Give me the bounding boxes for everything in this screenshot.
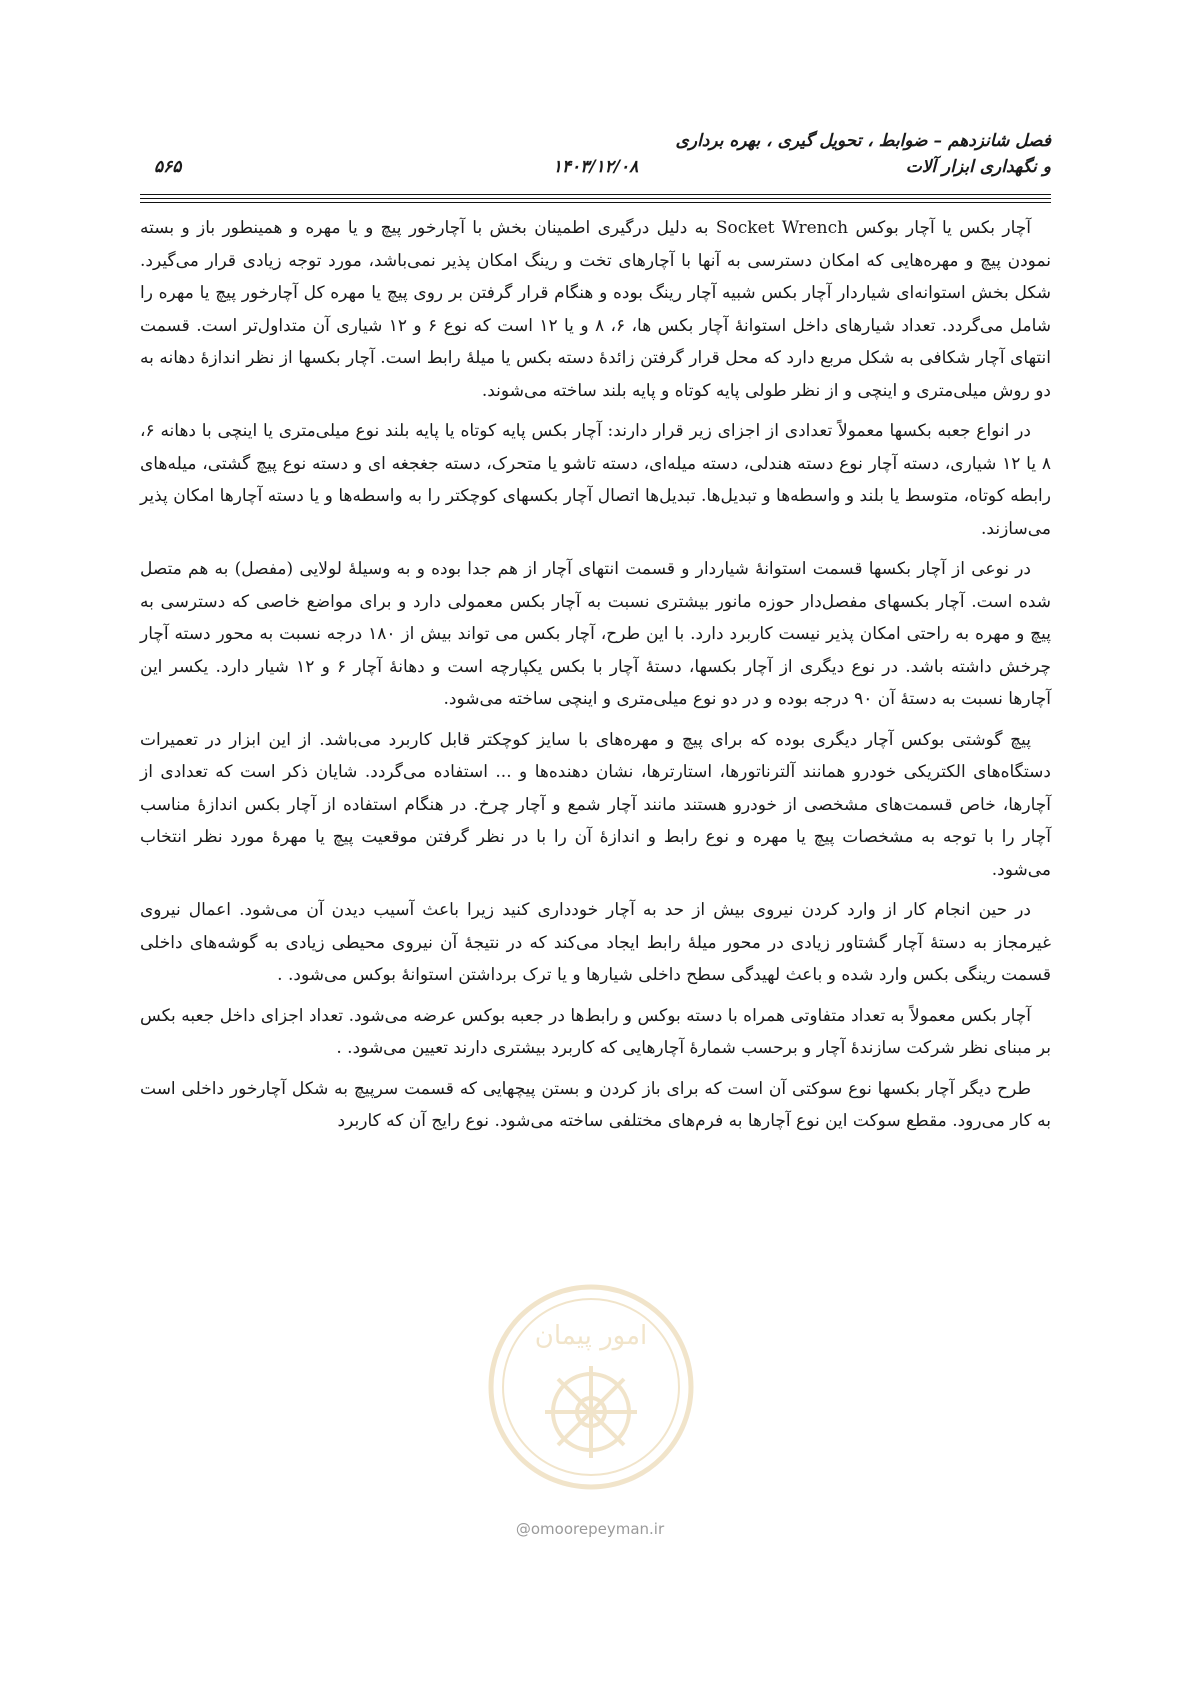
paragraph-1: آچار بکس یا آچار بوکس Socket Wrench به دلیل درگیری اطمینان بخش با آچارخور پیچ و یا مهره و همینطور باز و بسته نمودن پیچ و مهره‌هایی که امکان دسترسی به آنها با آچارهای تخت و رینگ امکان پذیر نمی‌باشد، مورد توجه زیادی قرار می‌گیرد. شکل بخش استوانه‌ای شیاردار آچار بکس شبیه آچار رینگ بوده و هنگام قرار گرفتن بر روی پیچ یا مهره کل آچارخور پیچ یا مهره را شامل می‌گردد. تعداد شیارهای داخل استوانهٔ آچار بکس ها، ۶، ۸ و یا ۱۲ است که نوع ۶ و ۱۲ شیاری آن متداول‌تر است. قسمت انتهای آچار شکافی به شکل مربع دارد که محل قرار گرفتن زائدهٔ دسته بکس یا میلهٔ رابط است. آچار بکسها از نظر اندازهٔ دهانه به دو روش میلی‌متری و اینچی و از نظر طولی پایه کوتاه و پایه بلند ساخته می‌شوند. [140, 218, 1052, 401]
paragraph-6: آچار بکس معمولاً به تعداد متفاوتی همراه با دسته بوکس و رابط‌ها در جعبه بوکس عرضه می‌شود. تعداد اجزای داخل جعبه بکس بر مبنای نظر شرکت سازندهٔ آچار و برحسب شمارهٔ آچارهایی که کاربرد بیشتری دارند تعیین می‌شود. . [140, 1005, 1051, 1058]
body-text [140, 212, 1051, 1146]
header-rule-2 [140, 198, 1051, 199]
watermark-url: @omoorepeyman.ir [515, 1520, 665, 1538]
paragraph-7: طرح دیگر آچار بکسها نوع سوکتی آن است که برای باز کردن و بستن پیچهایی که قسمت سرپیچ به شکل آچارخور داخلی است به کار می‌رود. مقطع سوکت این نوع آچارها به فرم‌های مختلفی ساخته می‌شود. نوع رایج آن که کاربرد [140, 1078, 1051, 1131]
chapter-title-line1: فصل شانزدهم – ضوابط ، تحویل گیری ، بهره برداری [675, 131, 1051, 151]
page-number: ۵۶۵ [154, 157, 182, 177]
paragraph-5: در حین انجام کار از وارد کردن نیروی بیش از حد به آچار خودداری کنید زیرا باعث آسیب دیدن آن می‌شود. اعمال نیروی غیرمجاز به دستهٔ آچار گشتاور زیادی در محور میلهٔ رابط ایجاد می‌کند که در نتیجهٔ آن نیروی محیطی زیادی به گوشه‌های داخلی قسمت رینگی بکس وارد شده و باعث لهیدگی سطح داخلی شیارها و یا ترک برداشتن استوانهٔ بوکس می‌شود. . [140, 900, 1051, 985]
watermark-logo-text: امور پیمان [534, 1321, 648, 1351]
header-date: ۱۴۰۳/۱۲/۰۸ [552, 157, 639, 177]
page-header [140, 128, 1051, 192]
paragraph-4: پیچ گوشتی بوکس آچار دیگری بوده که برای پیچ و مهره‌های با سایز کوچکتر قابل کاربرد می‌باشد. از این ابزار در تعمیرات دستگاه‌های الکتریکی خودرو همانند آلترناتورها، استارترها، نشان دهنده‌ها و ... استفاده می‌گردد. شایان ذکر است که تعدادی از آچارها، خاص قسمت‌های مشخصی از خودرو هستند مانند آچار شمع و آچار چرخ. در هنگام استفاده از آچار بکس اندازهٔ مناسب آچار را با توجه به مشخصات پیچ یا مهره و نوع رابط و اندازهٔ آن را با در نظر گرفتن موقعیت پیچ یا مهرهٔ مورد نظر انتخاب می‌شود. [140, 729, 1051, 880]
paragraph-3: در نوعی از آچار بکسها قسمت استوانهٔ شیاردار و قسمت انتهای آچار از هم جدا بوده و به وسیلهٔ لولایی (مفصل) به هم متصل شده است. آچار بکسهای مفصل‌دار حوزه مانور بیشتری نسبت به آچار بکس معمولی دارد و برای مواضع خاصی که دسترسی به پیچ و مهره به راحتی امکان پذیر نیست کاربرد دارد. با این طرح، آچار بکس می تواند بیش از ۱۸۰ درجه نسبت به محور دسته آچار چرخش داشته باشد. در نوع دیگری از آچار بکسها، دستهٔ آچار با بکس یکپارچه است و دهانهٔ آچار ۶ و ۱۲ شیار دارد. یکسر این آچارها نسبت به دستهٔ آن ۹۰ درجه بوده و در دو نوع میلی‌متری و اینچی ساخته می‌شود. [140, 559, 1052, 709]
header-rule-1 [140, 194, 1051, 195]
paragraph-2: در انواع جعبه بکسها معمولاً تعدادی از اجزای زیر قرار دارند: آچار بکس پایه کوتاه یا پایه بلند نوع میلی‌متری یا اینچی با دهانه ۶، ۸ یا ۱۲ شیاری، دسته آچار نوع دسته هندلی، دسته میله‌ای، دسته تاشو یا متحرک، دسته جغجغه ای و دسته نوع پیچ گشتی، میله‌های رابطه کوتاه، متوسط یا بلند و واسطه‌ها و تبدیل‌ها. تبدیل‌ها اتصال آچار بکسهای کوچکتر را به واسطه‌ها و یا دسته آچارها امکان پذیر می‌سازند. [140, 421, 1052, 539]
chapter-title-line2: و نگهداری ابزار آلات [905, 157, 1051, 177]
header-rule-3 [140, 202, 1051, 203]
watermark-logo-icon [486, 1282, 696, 1492]
